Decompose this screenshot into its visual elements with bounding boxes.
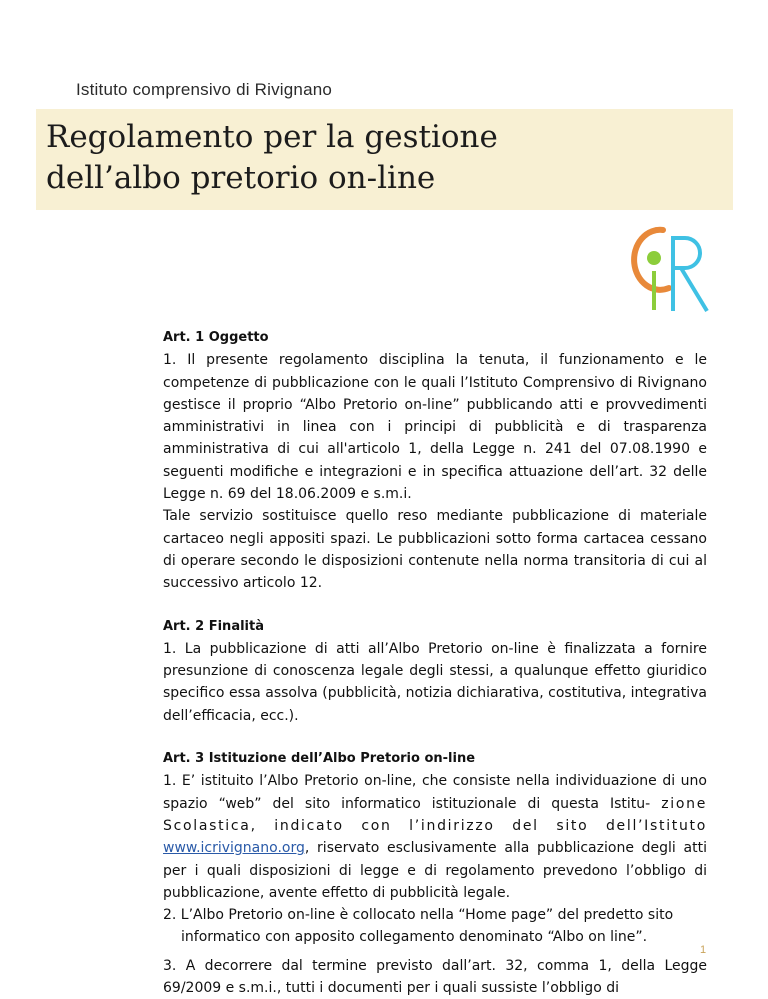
document-title [46, 117, 498, 199]
title-band [36, 109, 733, 210]
logo-r-leg [681, 268, 707, 311]
art3-title: Art. 3 Istituzione dell’Albo Pretorio on-line [163, 751, 476, 767]
document-body [163, 327, 707, 999]
art3-paragraph-2: 2. L’Albo Pretorio on-line è collocato nella “Home page” del predetto sito informatico con apposito collegamento denominato “Albo on line”. [163, 907, 674, 946]
logo-dot [647, 251, 661, 265]
art3-paragraph-1 [163, 770, 707, 904]
art1-paragraph-1: 1. Il presente regolamento disciplina la tenuta, il funzionamento e le competenze di pubblicazione con le quali l’Istituto Comprensivo di Rivignano gestisce il proprio “Albo Pretorio on-line” pubblicando atti e provvedimenti amministrativi in linea con i principi di pubblicità e di trasparenza amministrativa di cui all'articolo 1, della Legge n. 241 del 07.08.1990 e seguenti modifiche e integrazioni e in specifica attuazione dell’art. 32 delle Legge n. 69 del 18.06.2009 e s.m.i. [163, 352, 707, 503]
page-number: 1 [700, 944, 707, 956]
art3-p1-spaced: zione Scolastica, indicato con l’indirizzo del sito dell’Istituto [163, 795, 708, 834]
logo-r-bowl [673, 238, 700, 268]
icr-logo-icon [621, 218, 739, 316]
art1-paragraph-2: Tale servizio sostituisce quello reso mediante pubblicazione di materiale cartaceo negli appositi spazi. Le pubblicazioni sotto forma cartacea cessano di operare secondo le disposizioni contenute nella norma transitoria di cui al successivo articolo 12. [163, 508, 707, 592]
art3-p1-start: 1. E’ istituito l’Albo Pretorio on-line, che consiste nella individuazione di uno spazio “web” del sito informatico istituzionale di questa Istitu- [163, 773, 707, 812]
art2-paragraph-1: 1. La pubblicazione di atti all’Albo Pretorio on-line è finalizzata a fornire presunzione di conoscenza legale degli stessi, a qualunque effetto giuridico specifico essa assolva (pubblicità, notizia dichiarativa, costitutiva, integrativa dell’efficacia, ecc.). [163, 640, 707, 724]
art3-p1-end: , riservato esclusivamente alla pubblicazione degli atti per i quali disposizioni di legge e di regolamento prevedono l’obbligo di pubblicazione, avente effetto di pubblicità legale. [163, 840, 707, 901]
institute-name: Istituto comprensivo di Rivignano [76, 80, 333, 99]
art3-paragraph-3: 3. A decorrere dal termine previsto dall’art. 32, comma 1, della Legge 69/2009 e s.m.i., tutti i documenti per i quali sussiste l’obbligo di [163, 957, 707, 997]
title-line-2: dell’albo pretorio on-line [46, 160, 436, 196]
title-line-1: Regolamento per la gestione [46, 119, 498, 155]
art1-title: Art. 1 Oggetto [163, 330, 269, 345]
art2-title: Art. 2 Finalità [163, 618, 264, 634]
institute-website-link[interactable]: www.icrivignano.org [163, 840, 305, 857]
